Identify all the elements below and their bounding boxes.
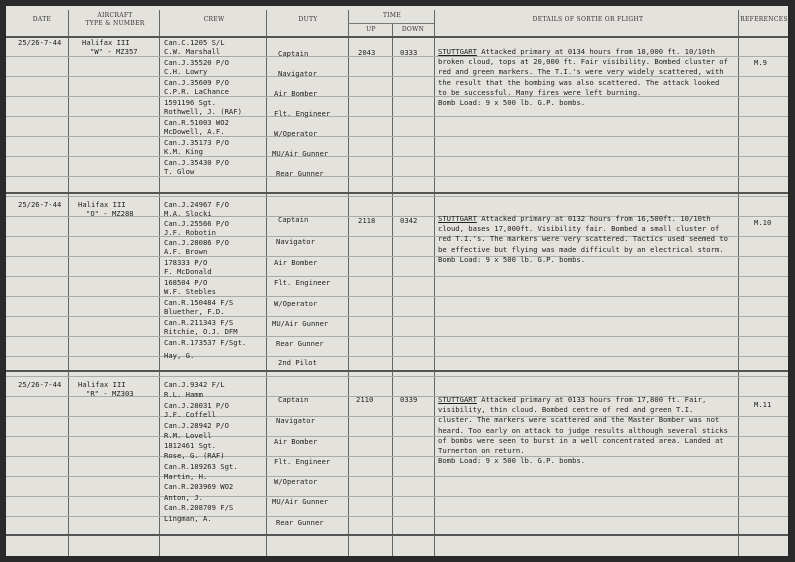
- ruled-line: [6, 356, 788, 357]
- sortie-date: 25/26-7-44: [18, 38, 62, 47]
- header-duty: DUTY: [298, 16, 318, 23]
- column-divider: [348, 10, 349, 556]
- ruled-line: [6, 176, 788, 177]
- duty-label: Flt. Engineer: [274, 278, 331, 287]
- crew-line: W.F. Stebles: [164, 287, 216, 296]
- duty-label: Flt. Engineer: [274, 457, 331, 466]
- crew-line: Can.R.189263 Sgt.: [164, 462, 238, 471]
- aircraft-number: "R" - MZ303: [86, 389, 134, 398]
- crew-line: Can.R.150484 F/S: [164, 298, 234, 307]
- crew-line: Can.J.9342 F/L: [164, 380, 225, 389]
- crew-line: Can.R.208709 F/S: [164, 503, 234, 512]
- crew-line: J.F. Robotin: [164, 228, 216, 237]
- crew-line: Can.R.211343 F/S: [164, 318, 234, 327]
- ruled-line: [6, 316, 788, 317]
- time-up: 2110: [356, 395, 374, 404]
- ruled-line: [6, 116, 788, 117]
- ruled-line: [6, 516, 788, 517]
- crew-line: R.M. Lovell: [164, 431, 212, 440]
- duty-label: Captain: [278, 395, 309, 404]
- crew-line: Rose, G. (RAF): [164, 451, 225, 460]
- crew-line: Can.R.203969 WO2: [164, 482, 234, 491]
- crew-line: Can.J.28086 P/O: [164, 238, 229, 247]
- column-divider: [266, 10, 267, 556]
- header-crew: CREW: [203, 16, 225, 23]
- duty-label: Air Bomber: [274, 258, 318, 267]
- duty-label: Air Bomber: [274, 89, 318, 98]
- column-divider: [159, 10, 160, 556]
- crew-line: Martin, H.: [164, 472, 208, 481]
- crew-line: Can.R.173537 F/Sgt.: [164, 338, 247, 347]
- reference: M.11: [754, 400, 772, 409]
- crew-line: 178333 P/O: [164, 258, 208, 267]
- crew-line: Can.J.35520 P/O: [164, 58, 229, 67]
- target-name: STUTTGART: [438, 47, 477, 56]
- column-divider: [738, 10, 739, 556]
- details-text: Attacked primary at 0133 hours from 17,800 ft. Fair, visibility, thin cloud. Bombed centre of red and green T.I. cluster. The markers were scattered and the Master Bomber was not heard. Too early on attack to judge results although several sticks of bombs were seen to burst in a well concentrated area. Landed at Turnerton on return.: [438, 395, 728, 456]
- duty-label: W/Operator: [274, 299, 318, 308]
- crew-line: McDowell, A.F.: [164, 127, 225, 136]
- duty-label: Rear Gunner: [276, 169, 324, 178]
- column-divider: [68, 10, 69, 556]
- duty-label: Flt. Engineer: [274, 109, 331, 118]
- sortie-date: 25/26-7-44: [18, 380, 62, 389]
- ruled-line: [6, 476, 788, 477]
- header-time-up: UP: [366, 26, 376, 33]
- crew-line: C.H. Lowry: [164, 67, 208, 76]
- header-aircraft: AIRCRAFT TYPE & NUMBER: [85, 12, 145, 27]
- duty-label: Captain: [278, 215, 309, 224]
- details-text: Attacked primary at 0134 hours from 18,000 ft. 10/10th broken cloud, tops at 20,000 ft. Fair visibility. Bombed cluster of red and green markers. The T.I.'s were very widely scattered, with the result that the bombing was also scattered. The attack looked to be successful. Many fires were left burning.: [438, 47, 728, 97]
- crew-line: Bluether, F.D.: [164, 307, 225, 316]
- header-date: DATE: [32, 16, 52, 23]
- reference: M.10: [754, 218, 772, 227]
- sortie-details: [438, 214, 732, 265]
- header-time: TIME: [382, 12, 402, 19]
- aircraft-type: Halifax III: [82, 38, 130, 47]
- sortie-details: [438, 395, 732, 466]
- ruled-line: [6, 336, 788, 337]
- crew-line: 1591196 Sgt.: [164, 98, 216, 107]
- duty-label: W/Operator: [274, 477, 318, 486]
- sortie-separator: [6, 370, 788, 372]
- crew-line: Can.J.24967 F/O: [164, 200, 229, 209]
- time-down: 0339: [400, 395, 418, 404]
- crew-line: 168504 P/O: [164, 278, 208, 287]
- crew-line: M.A. Slocki: [164, 209, 212, 218]
- ruled-line: [6, 296, 788, 297]
- time-down: 0333: [400, 48, 418, 57]
- crew-line: Can.J.35173 P/O: [164, 138, 229, 147]
- crew-line: R.L. Hamm: [164, 390, 203, 399]
- duty-label: Navigator: [278, 69, 317, 78]
- duty-label: Captain: [278, 49, 309, 58]
- sheet-bottom-rule: [6, 534, 788, 536]
- ruled-line: [6, 196, 788, 197]
- header-references: REFERENCES: [740, 16, 788, 23]
- bomb-load: Bomb Load: 9 x 500 lb. G.P. bombs.: [438, 254, 586, 264]
- sortie-details: [438, 47, 732, 108]
- operations-record-sheet: [6, 6, 788, 556]
- ruled-line: [6, 376, 788, 377]
- duty-label: MU/Air Gunner: [272, 319, 329, 328]
- duty-label: Navigator: [276, 237, 315, 246]
- aircraft-number: "O" - MZ288: [86, 209, 134, 218]
- crew-line: Ritchie, O.J. DFM: [164, 327, 238, 336]
- crew-line: A.F. Brown: [164, 247, 208, 256]
- bomb-load: Bomb Load: 9 x 500 lb. G.P. bombs.: [438, 98, 586, 108]
- crew-line: Can.R.51003 WO2: [164, 118, 229, 127]
- crew-line: C.P.R. LaChance: [164, 87, 229, 96]
- ruled-line: [6, 496, 788, 497]
- duty-label: Navigator: [276, 416, 315, 425]
- ruled-line: [6, 136, 788, 137]
- crew-line: Can.J.28942 P/O: [164, 421, 229, 430]
- crew-line: Can.J.35430 P/O: [164, 158, 229, 167]
- duty-label: 2nd Pilot: [278, 358, 317, 367]
- details-text: Attacked primary at 0132 hours from 16,500ft. 10/10th cloud, bases 17,000ft. Visibility fair. Bombed a small cluster of red T.I.'s. The markers were very scattered. Tactics used seemed to be effective but flying was made difficult by an electrical storm.: [438, 214, 728, 254]
- duty-label: Rear Gunner: [276, 339, 324, 348]
- duty-label: Rear Gunner: [276, 518, 324, 527]
- reference: M.9: [754, 58, 767, 67]
- time-header-divider: [348, 23, 434, 24]
- crew-line: Lingman, A.: [164, 514, 212, 523]
- sortie-separator: [6, 192, 788, 194]
- ruled-line: [6, 276, 788, 277]
- crew-line: J.F. Coffell: [164, 410, 216, 419]
- header-time-down: DOWN: [401, 26, 425, 33]
- crew-line: Can.J.35609 P/O: [164, 78, 229, 87]
- crew-line: Hay, G.: [164, 351, 195, 360]
- sortie-date: 25/26-7-44: [18, 200, 62, 209]
- duty-label: W/Operator: [274, 129, 318, 138]
- crew-line: K.M. King: [164, 147, 203, 156]
- header-details: DETAILS OF SORTIE OR FLIGHT: [532, 16, 644, 23]
- crew-line: F. McDonald: [164, 267, 212, 276]
- duty-label: MU/Air Gunner: [272, 149, 329, 158]
- aircraft-type: Halifax III: [78, 380, 126, 389]
- time-down: 0342: [400, 216, 418, 225]
- bomb-load: Bomb Load: 9 x 500 lb. G.P. bombs.: [438, 456, 586, 466]
- time-up: 2118: [358, 216, 376, 225]
- aircraft-number: "W" - MZ357: [90, 47, 138, 56]
- crew-line: Can.C.1205 S/L: [164, 38, 225, 47]
- crew-line: Can.J.25566 P/O: [164, 219, 229, 228]
- duty-label: Air Bomber: [274, 437, 318, 446]
- crew-line: Anton, J.: [164, 493, 203, 502]
- crew-line: Can.J.28031 P/O: [164, 401, 229, 410]
- crew-line: 1812461 Sgt.: [164, 441, 216, 450]
- crew-line: Rothwell, J. (RAF): [164, 107, 242, 116]
- crew-line: T. Glow: [164, 167, 195, 176]
- time-up: 2043: [358, 48, 376, 57]
- ruled-line: [6, 156, 788, 157]
- column-divider: [434, 10, 435, 556]
- crew-line: C.W. Marshall: [164, 47, 221, 56]
- target-name: STUTTGART: [438, 395, 477, 404]
- aircraft-type: Halifax III: [78, 200, 126, 209]
- duty-label: MU/Air Gunner: [272, 497, 329, 506]
- target-name: STUTTGART: [438, 214, 477, 223]
